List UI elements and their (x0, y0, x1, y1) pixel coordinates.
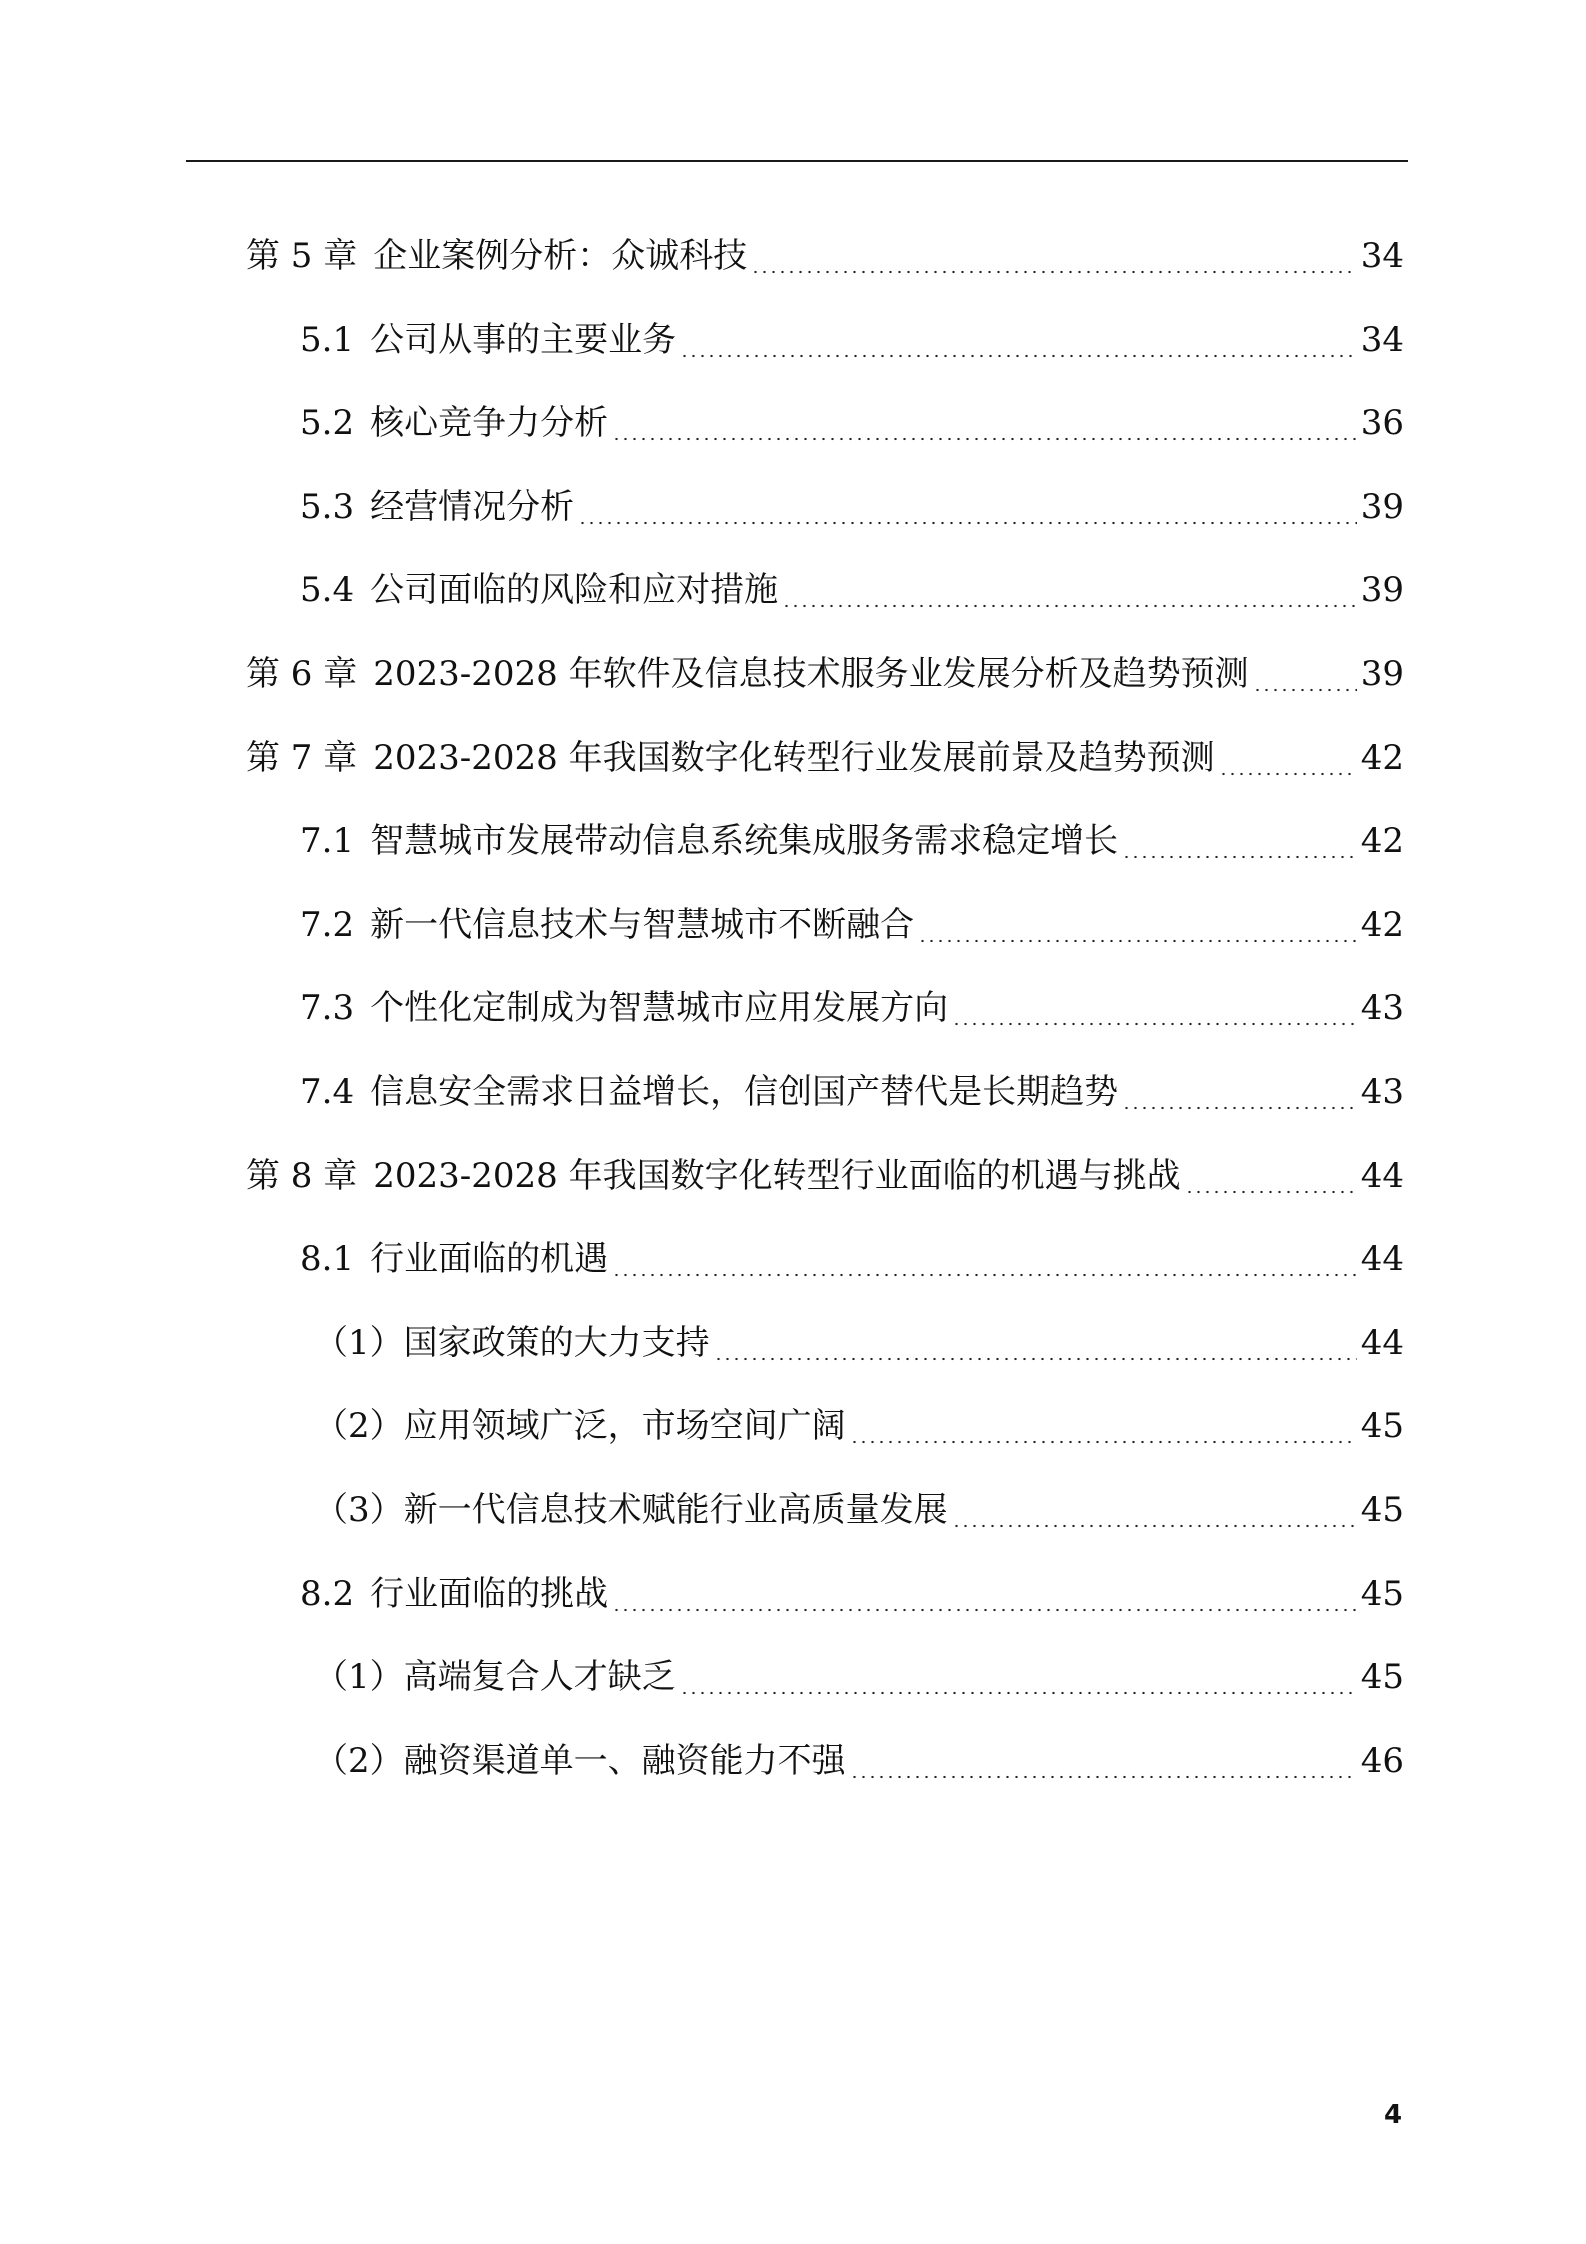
toc-entry-title: 应用领域广泛，市场空间广阔 (403, 1406, 846, 1447)
toc-entry[interactable] (300, 465, 1404, 549)
toc-entry[interactable] (300, 298, 1404, 382)
toc-entry-number: 5.2 (300, 403, 355, 444)
toc-entry-title: 行业面临的机遇 (370, 1239, 609, 1280)
toc-entry-number: 5.1 (300, 319, 355, 360)
toc-entry-leader-dots (1185, 1190, 1357, 1194)
toc-entry-leader-dots (952, 1022, 1357, 1026)
toc-entry-leader-dots (680, 1691, 1357, 1695)
toc-entry-page: 45 (1360, 1490, 1404, 1530)
toc-entry-leader-dots (1219, 772, 1357, 776)
toc-entry[interactable] (314, 1468, 1404, 1552)
toc-entry-title: 公司从事的主要业务 (370, 319, 677, 360)
toc-entry-leader-dots (612, 437, 1357, 441)
toc-entry-title: 个性化定制成为智慧城市应用发展方向 (370, 988, 949, 1029)
toc-entry-number: （2） (314, 1406, 404, 1447)
toc-entry-number: （1） (314, 1322, 404, 1363)
toc-entry-page: 46 (1360, 1740, 1404, 1781)
toc-entry-page: 43 (1360, 1072, 1404, 1112)
toc-entry-number: 5.3 (300, 486, 355, 527)
toc-entry[interactable] (246, 716, 1404, 800)
toc-entry[interactable] (300, 381, 1404, 465)
toc-entry[interactable] (314, 1384, 1404, 1468)
toc-entry[interactable] (300, 1552, 1404, 1636)
toc-entry-number: 5.4 (300, 570, 355, 611)
toc-entry-page: 42 (1360, 904, 1404, 945)
toc-entry-number: 第 8 章 (246, 1155, 358, 1196)
toc-entry-page: 42 (1360, 821, 1404, 862)
toc-entry-number: 第 7 章 (246, 737, 358, 778)
toc-entry[interactable] (300, 966, 1404, 1050)
toc-entry-leader-dots (714, 1357, 1357, 1361)
toc-entry[interactable] (300, 1050, 1404, 1134)
toc-entry-number: 8.1 (300, 1239, 355, 1280)
toc-entry-number: 第 6 章 (246, 654, 358, 694)
toc-entry-page: 44 (1360, 1239, 1404, 1280)
page-number: 4 (1384, 2100, 1403, 2130)
toc-entry-page: 39 (1360, 570, 1404, 611)
toc-entry-title: 2023-2028 年软件及信息技术服务业发展分析及趋势预测 (373, 654, 1249, 694)
toc-entry-page: 45 (1360, 1406, 1404, 1447)
toc-entry-page: 39 (1360, 654, 1404, 694)
toc-entry-leader-dots (612, 1608, 1357, 1612)
toc-entry-title: 行业面临的挑战 (370, 1573, 609, 1614)
toc-entry-title: 新一代信息技术赋能行业高质量发展 (403, 1490, 948, 1530)
toc-entry-number: 7.2 (300, 904, 355, 945)
toc-entry-title: 融资渠道单一、融资能力不强 (403, 1740, 846, 1781)
toc-entry-page: 39 (1360, 486, 1404, 527)
toc-entry-title: 企业案例分析：众诚科技 (373, 236, 748, 276)
toc-entry-leader-dots (850, 1440, 1357, 1444)
toc-entry-number: （3） (314, 1490, 404, 1530)
toc-entry[interactable] (300, 548, 1404, 632)
toc-entry-page: 42 (1360, 737, 1404, 778)
toc-entry-page: 34 (1360, 236, 1404, 276)
toc-entry-number: 7.4 (300, 1072, 355, 1112)
toc-entry-number: （2） (314, 1740, 404, 1781)
toc-entry-title: 公司面临的风险和应对措施 (370, 570, 779, 611)
toc-entry[interactable] (246, 1134, 1404, 1218)
toc-entry-title: 核心竞争力分析 (370, 403, 609, 444)
toc-entry-leader-dots (751, 270, 1356, 274)
toc-entry[interactable] (300, 1217, 1404, 1301)
toc-entry-number: 7.1 (300, 821, 355, 862)
toc-entry-number: （1） (314, 1657, 404, 1698)
toc-entry-leader-dots (952, 1524, 1357, 1528)
toc-entry-title: 智慧城市发展带动信息系统集成服务需求稳定增长 (370, 821, 1119, 862)
toc-entry-leader-dots (612, 1273, 1357, 1277)
toc-entry-page: 44 (1360, 1155, 1404, 1196)
toc-entry-page: 45 (1360, 1657, 1404, 1698)
toc-entry-leader-dots (680, 354, 1357, 358)
toc-entry-title: 2023-2028 年我国数字化转型行业发展前景及趋势预测 (373, 737, 1215, 778)
toc-entry-leader-dots (1122, 1106, 1357, 1110)
toc-entry-page: 36 (1360, 403, 1404, 444)
toc-entry[interactable] (314, 1719, 1404, 1803)
toc-entry[interactable] (246, 214, 1404, 298)
toc-entry-leader-dots (1253, 688, 1357, 692)
toc-entry-leader-dots (850, 1775, 1357, 1779)
toc-entry[interactable] (300, 883, 1404, 967)
toc-entry[interactable] (246, 632, 1404, 716)
toc-entry-leader-dots (782, 604, 1357, 608)
toc-entry-number: 8.2 (300, 1573, 355, 1614)
toc-entry-title: 经营情况分析 (370, 486, 575, 527)
toc-entry-page: 43 (1360, 988, 1404, 1029)
toc-entry-title: 2023-2028 年我国数字化转型行业面临的机遇与挑战 (373, 1155, 1181, 1196)
toc-entry-number: 7.3 (300, 988, 355, 1029)
toc-entry[interactable] (314, 1635, 1404, 1719)
toc-entry-title: 新一代信息技术与智慧城市不断融合 (370, 904, 915, 945)
toc-entry[interactable] (300, 799, 1404, 883)
toc-entry-page: 45 (1360, 1573, 1404, 1614)
toc-entry-leader-dots (1122, 855, 1357, 859)
toc-entry-leader-dots (578, 521, 1357, 525)
toc-entry-title: 高端复合人才缺乏 (403, 1657, 676, 1698)
toc-entry[interactable] (314, 1301, 1404, 1385)
header-rule (186, 160, 1408, 162)
toc-entry-page: 34 (1360, 319, 1404, 360)
toc-entry-number: 第 5 章 (246, 236, 358, 276)
toc-entry-title: 信息安全需求日益增长，信创国产替代是长期趋势 (370, 1072, 1119, 1112)
toc-entry-title: 国家政策的大力支持 (403, 1322, 710, 1363)
toc-entry-leader-dots (918, 939, 1357, 943)
toc-entry-page: 44 (1360, 1322, 1404, 1363)
